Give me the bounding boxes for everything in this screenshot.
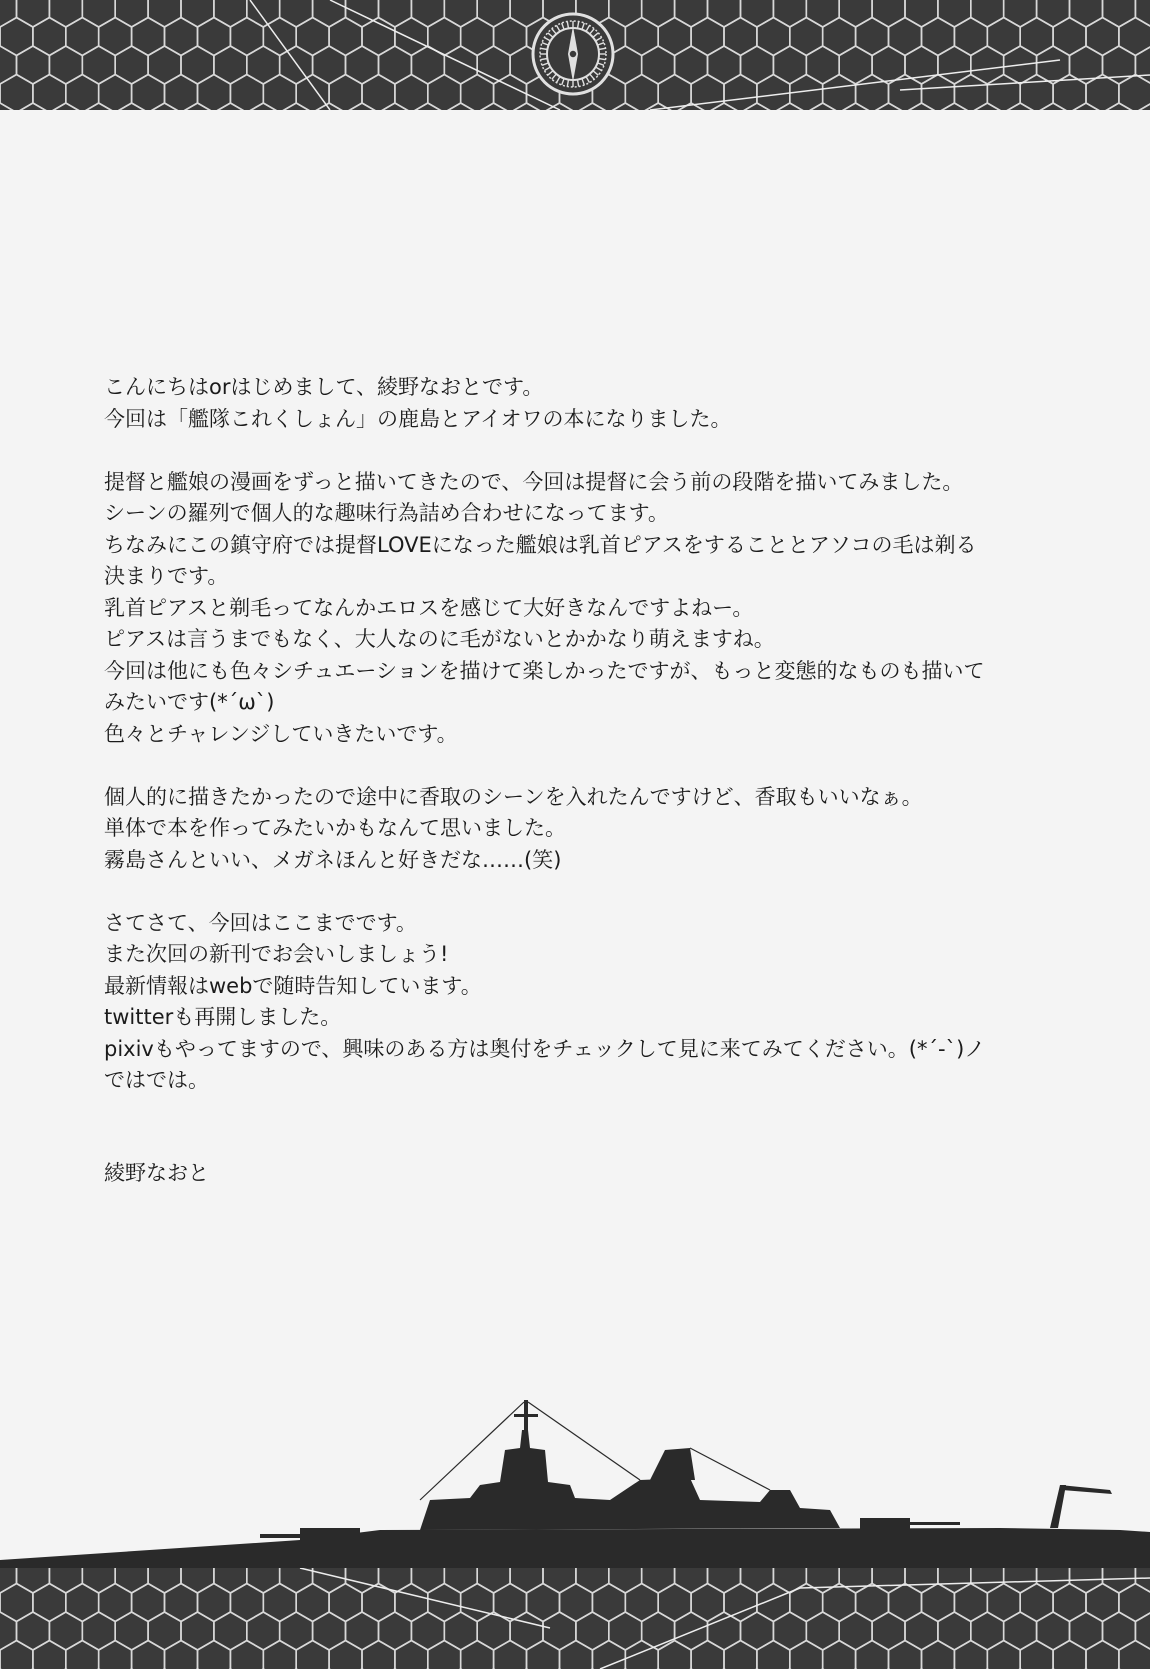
letter-line: ピアスは言うまでもなく、大人なのに毛がないとかかなり萌えますね。 — [104, 627, 775, 651]
letter-line: ちなみにこの鎮守府では提督LOVEになった艦娘は乳首ピアスをすることとアソコの毛は剃る — [104, 532, 977, 557]
compass-rose-emblem-icon — [518, 8, 628, 108]
letter-line: 提督と艦娘の漫画をずっと描いてきたので、今回は提督に会う前の段階を描いてみました。 — [104, 469, 964, 494]
letter-line: 色々とチャレンジしていきたいです。 — [104, 721, 458, 746]
letter-line: ではでは。 — [104, 1068, 209, 1092]
letter-line: また次回の新刊でお会いしましょう! — [104, 942, 449, 966]
letter-line: 今回は「艦隊これくしょん」の鹿島とアイオワの本になりました。 — [104, 406, 732, 431]
letter-line: 個人的に描きたかったので途中に香取のシーンを入れたんですけど、香取もいいなぁ。 — [104, 784, 923, 809]
letter-line: 最新情報はwebで随時告知しています。 — [104, 973, 482, 998]
afterword-letter — [104, 372, 1094, 1097]
bottom-hexagon-band — [0, 1568, 1150, 1669]
letter-line: 単体で本を作ってみたいかもなんて思いました。 — [104, 816, 566, 840]
battleship-silhouette-icon — [0, 1390, 1150, 1590]
letter-line: twitterも再開しました。 — [104, 1005, 342, 1029]
letter-line: 乳首ピアスと剃毛ってなんかエロスを感じて大好きなんですよねー。 — [104, 595, 754, 620]
letter-line: 決まりです。 — [104, 564, 229, 588]
letter-line: みたいです(*´ω`) — [104, 690, 275, 714]
paragraph-gap — [104, 750, 1094, 782]
letter-line: 今回は他にも色々シチュエーションを描けて楽しかったですが、もっと変態的なものも描いて — [104, 658, 985, 683]
hexagon-pattern — [0, 1568, 1150, 1669]
paragraph-gap — [104, 876, 1094, 908]
author-signature: 綾野なおと — [104, 1161, 209, 1185]
paragraph-gap — [104, 435, 1094, 467]
letter-line: シーンの羅列で個人的な趣味行為詰め合わせになってます。 — [104, 501, 669, 525]
letter-line: 霧島さんといい、メガネほんと好きだな……(笑) — [104, 847, 562, 872]
letter-line: こんにちはorはじめまして、綾野なおとです。 — [104, 375, 544, 399]
letter-line: さてさて、今回はここまでです。 — [104, 910, 417, 935]
letter-line: pixivもやってますので、興味のある方は奥付をチェックして見に来てみてください。(*´-`)ノ — [104, 1036, 986, 1061]
